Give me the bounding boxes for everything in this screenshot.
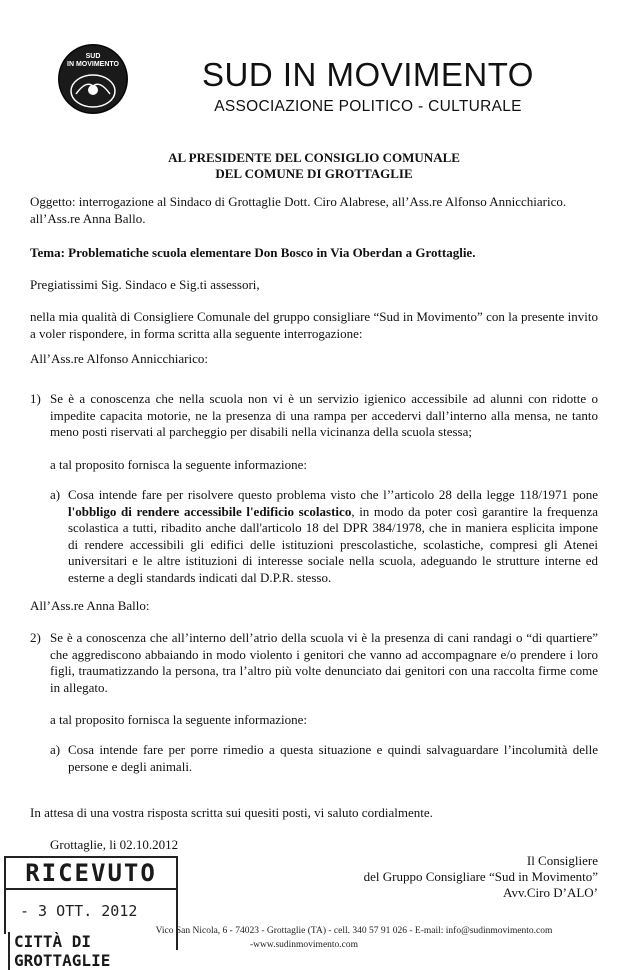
question-1a-text-end: , in modo da poter così garantire la frequenza scolastica a tutti, ribadito anche dall'articolo 18 del DPR 384/1978, che in maniera esplicita impone di rendere accessibili gli edifici delle istituzioni prescolastiche, scolastiche, compresi gli Atenei universitari e le altre istituzioni di interesse sociale nella scuola, adeguando le strutture interne ed esterne a degli standards indicati dal D.P.R. stesso. [68,503,598,585]
org-subtitle: ASSOCIAZIONE POLITICO - CULTURALE [214,98,522,115]
stamp-border-left [4,890,6,934]
footer-website: -www.sudinmovimento.com [249,940,359,950]
question-1-info-request: a tal proposito fornisca la seguente informazione: [50,457,308,472]
question-1: Se è a conoscenza che nella scuola non vi è un servizio igienico accessibile ad alunni con ridotte o impedite capacita motorie, ne la presenza di una rampa per accedervi dall’interno alla mensa, ne tanto meno posti riservati al parcheggio per disabili nella vicinanza della scuola stessa; [50,391,598,439]
subject: Oggetto: interrogazione al Sindaco di Grottaglie Dott. Ciro Alabrese, all’Ass.re Alfonso Annicchiarico. all’Ass.re Anna Ballo. [30,194,567,226]
question-1a [68,487,598,586]
stamp-date: - 3 OTT. 2012 [20,902,138,920]
question-1a-text-start: Cosa intende fare per risolvere questo problema visto che l’’articolo 28 della legge 118/1971 pone [68,487,598,502]
recipient-line-1: AL PRESIDENTE DEL CONSIGLIO COMUNALE [168,150,460,165]
signature-name: Avv.Ciro D’ALO’ [503,885,598,900]
question-2-number: 2) [30,630,41,645]
addressee-2: All’Ass.re Anna Ballo: [30,598,150,613]
question-1a-bold: l'obbligo di rendere accessibile l'edificio scolastico [68,503,352,519]
signature-group: del Gruppo Consigliare “Sud in Movimento” [363,869,598,884]
stamp-city: CITTÀ DI GROTTAGLIE [8,932,178,970]
greeting: Pregiatissimi Sig. Sindaco e Sig.ti assessori, [30,277,260,292]
question-1-number: 1) [30,391,41,406]
place-date: Grottaglie, li 02.10.2012 [50,837,179,852]
question-2a: Cosa intende fare per porre rimedio a questa situazione e quindi salvaguardare l’incolumità delle persone e degli animali. [68,742,598,774]
question-2: Se è a conoscenza che all’interno dell’atrio della scuola vi è la presenza di cani randagi o “di quartiere” che aggrediscono abbaiando in modo violento i genitori che vanno ad accompagnare e/o prendere i loro figli, traumatizzando la persona, tra l’altro più volte denunciato dai genitori con una raccolta firme come in allegato. [50,630,598,695]
logo-text: SUD IN MOVIMENTO [67,53,119,68]
signature-title: Il Consigliere [526,853,598,868]
topic: Tema: Problematiche scuola elementare Don Bosco in Via Oberdan a Grottaglie. [30,245,476,260]
addressee-1: All’Ass.re Alfonso Annicchiarico: [30,351,208,366]
received-stamp: RICEVUTO [4,856,178,890]
intro-paragraph: nella mia qualità di Consigliere Comunale del gruppo consigliare “Sud in Movimento” con la presente invito a voler rispondere, in forma scritta alla seguente interrogazione: [30,309,598,341]
logo [58,44,128,114]
question-1a-letter: a) [50,487,61,502]
recipient-line-2: DEL COMUNE DI GROTTAGLIE [215,166,413,181]
closing: In attesa di una vostra risposta scritta sui quesiti posti, vi saluto cordialmente. [30,805,433,820]
footer-address: Vico San Nicola, 6 - 74023 - Grottaglie (TA) - cell. 340 57 91 026 - E-mail: info@sudinmovimento.com [155,926,553,936]
question-2-info-request: a tal proposito fornisca la seguente informazione: [50,712,308,727]
question-2a-letter: a) [50,742,61,757]
org-name: SUD IN MOVIMENTO [202,56,534,93]
